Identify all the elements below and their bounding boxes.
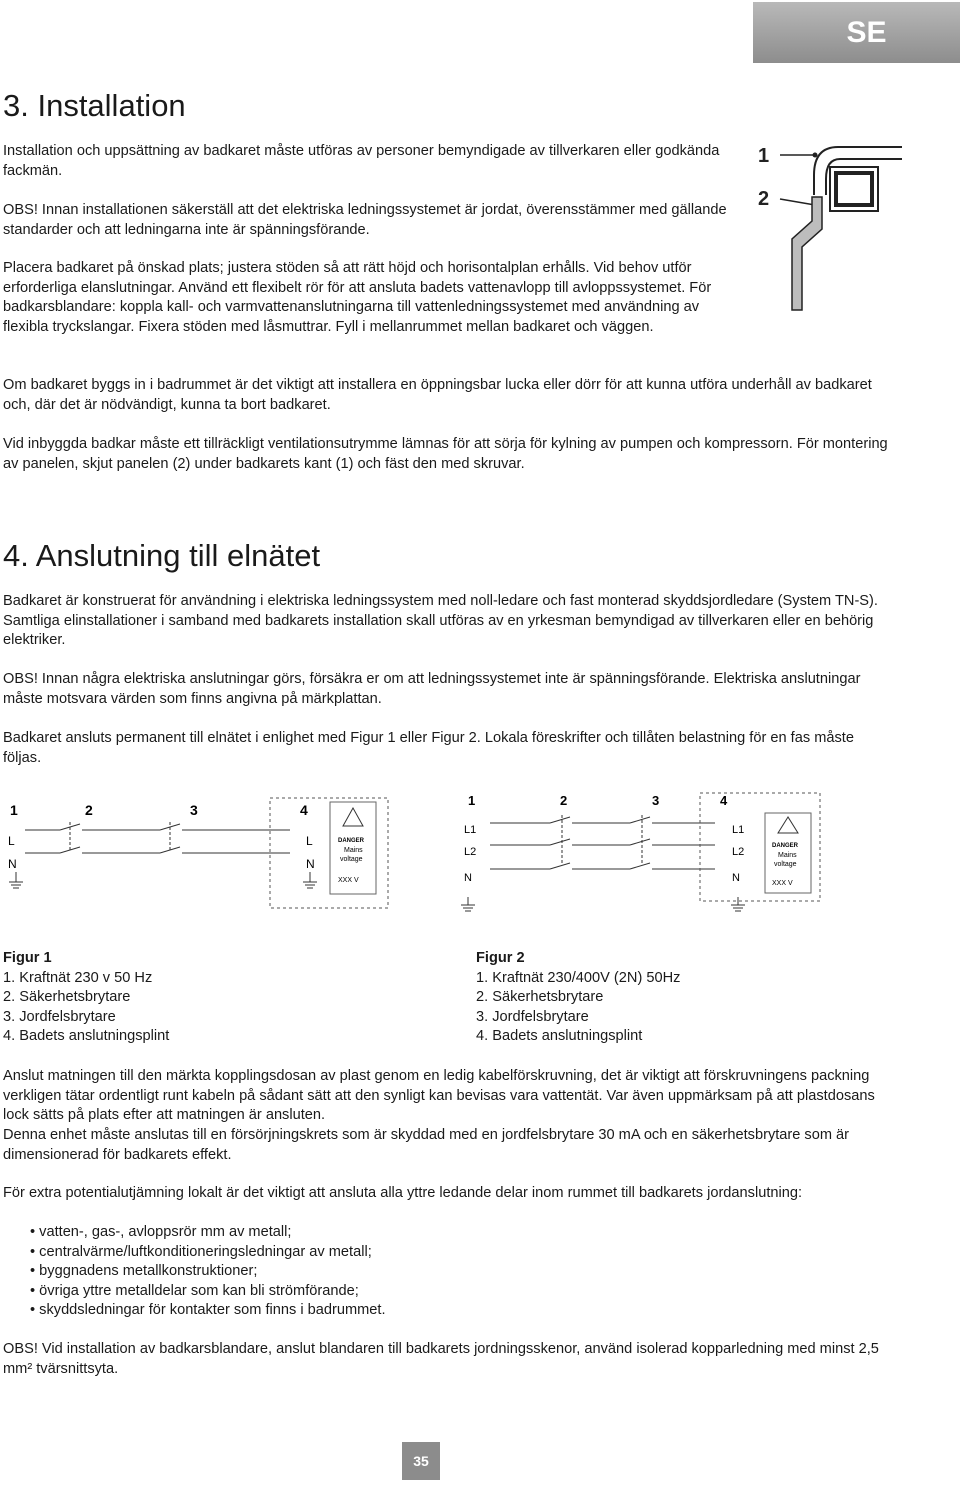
figure-1-caption-title: Figur 1 xyxy=(3,950,52,966)
fig2-line-l1: L1 xyxy=(464,824,477,836)
fig2-line-n: N xyxy=(464,872,472,884)
fig2-danger-volts: XXX V xyxy=(772,880,793,887)
section-4-paragraph-4: Anslut matningen till den märkta kopplingsdosan av plast genom en ledig kabelförskruvning, det är viktigt att förskruvningens packning verkligen tätar ordentligt runt kabeln på sådant sätt att den synligt kan bevisas vara vattentät. Var även uppmärksam på att plastdosans lock sätts på plats efter att matningen är ansluten. xyxy=(3,1068,875,1123)
figure-2-caption-title: Figur 2 xyxy=(476,950,525,966)
fig1-danger-mains: Mains xyxy=(344,847,363,854)
figure-2-caption-item: 1. Kraftnät 230/400V (2N) 50Hz xyxy=(476,969,681,986)
section-4-paragraph-2: OBS! Innan några elektriska anslutningar görs, försäkra er om att ledningssystemet inte är spänningsförande. Elektriska anslutningar måste motsvara värden som finns angivna på märkplattan. xyxy=(3,671,861,707)
fig1-number-3: 3 xyxy=(190,802,198,818)
grounding-bullet-list xyxy=(30,1223,386,1321)
fig1-number-4: 4 xyxy=(300,802,308,818)
section-3-paragraph-5: Vid inbyggda badkar måste ett tillräckligt ventilationsutrymme lämnas för att sörja för kylning av pumpen och kompressorn. För montering av panelen, skjut panelen (2) under badkarets kant (1) och fäst den med skruvar. xyxy=(3,436,888,472)
fig1-danger-volts: XXX V xyxy=(338,877,359,884)
panel-label-1: 1 xyxy=(758,145,770,167)
figure-2-caption-item: 2. Säkerhetsbrytare xyxy=(476,989,604,1005)
language-tab xyxy=(753,2,960,63)
figure-1-caption xyxy=(3,949,169,1047)
fig2-number-1: 1 xyxy=(468,793,476,808)
section-4-paragraph-5: Denna enhet måste anslutas till en försörjningskrets som är skyddad med en jordfelsbrytare 30 mA och en säkerhetsbrytare som är dimensionerad för badkarets effekt. xyxy=(3,1127,850,1163)
section-4-paragraph-6: För extra potentialutjämning lokalt är det viktigt att ansluta alla yttre ledande delar inom rummet till badkarets jordanslutning: xyxy=(3,1185,803,1201)
page-number: 35 xyxy=(402,1442,440,1480)
fig1-number-1: 1 xyxy=(10,802,18,818)
section-3-paragraph-2: OBS! Innan installationen säkerställ att det elektriska ledningssystemet är jordat, överensstämmer med gällande standarder och att ledningarna inte är spänningsförande. xyxy=(3,202,727,238)
section-3-title: 3. Installation xyxy=(3,88,186,123)
fig2-line-l2: L2 xyxy=(464,846,477,858)
fig1-danger-voltage: voltage xyxy=(340,856,363,863)
figure-1-caption-item: 3. Jordfelsbrytare xyxy=(3,1008,116,1025)
figure-2-caption-item: 4. Badets anslutningsplint xyxy=(476,1028,643,1044)
list-item: • vatten-, gas-, avloppsrör mm av metall; xyxy=(30,1223,386,1243)
fig2-terminal-l2: L2 xyxy=(732,846,745,858)
section-4-paragraph-1: Badkaret är konstruerat för användning i elektriska ledningssystem med noll-ledare och fast monterad skyddsjordledare (System TN-S). Samtliga elinstallationer i samband med badkarets installation skall utföras av en yrkesman bemyndigad av tillverkaren eller en behörig elektriker. xyxy=(3,593,878,648)
panel-installation-diagram xyxy=(750,135,910,315)
panel-label-2: 2 xyxy=(758,188,770,210)
figure-1-wiring-diagram xyxy=(0,790,420,920)
fig1-danger-label: DANGER xyxy=(338,838,365,844)
figure-2-caption-item: 3. Jordfelsbrytare xyxy=(476,1008,589,1025)
section-3-paragraph-4: Om badkaret byggs in i badrummet är det viktigt att installera en öppningsbar lucka eller dörr för att kunna utföra underhåll av badkaret och, där det är nödvändigt, kunna ta bort badkaret. xyxy=(3,377,872,413)
figure-1-caption-item: 1. Kraftnät 230 v 50 Hz xyxy=(3,969,153,986)
fig2-danger-mains: Mains xyxy=(778,852,797,859)
language-code: SE xyxy=(846,15,887,49)
section-4-paragraph-3: Badkaret ansluts permanent till elnätet i enlighet med Figur 1 eller Figur 2. Lokala föreskrifter och tillåten belastning för en fas måste följas. xyxy=(3,730,854,766)
fig2-number-2: 2 xyxy=(560,793,568,808)
fig2-terminal-l1: L1 xyxy=(732,824,745,836)
list-item: • övriga yttre metalldelar som kan bli strömförande; xyxy=(30,1282,386,1302)
section-3-paragraph-1: Installation och uppsättning av badkaret måste utföras av personer bemyndigade av tillverkaren eller godkända fackmän. xyxy=(3,143,720,179)
fig1-terminal-l: L xyxy=(306,834,313,848)
section-3-paragraph-3: Placera badkaret på önskad plats; justera stöden så att rätt höjd och horisontalplan erhålls. Vid behov utför erforderliga elanslutningar. Använd ett flexibelt rör för att ansluta badets vattenavlopp till avloppssystemet. För badkarsblandare: koppla kall- och varmvattenanslutningarna till vattenledningssystemet med användning av flexibla tryckslangar. Fixera stöden med låsmuttrar. Fyll i mellanrummet mellan badkaret och väggen. xyxy=(3,260,712,335)
fig1-terminal-n: N xyxy=(306,857,315,871)
fig2-danger-label: DANGER xyxy=(772,843,799,849)
fig2-danger-voltage: voltage xyxy=(774,861,797,868)
fig2-number-3: 3 xyxy=(652,793,660,808)
figure-1-caption-item: 2. Säkerhetsbrytare xyxy=(3,989,131,1005)
section-4-paragraph-7: OBS! Vid installation av badkarsblandare, anslut blandaren till badkarets jordningsskenor, använd isolerad kopparledning med minst 2,5 mm² tvärsnittsyta. xyxy=(3,1341,879,1377)
fig1-line-l: L xyxy=(8,834,15,848)
figure-1-caption-item: 4. Badets anslutningsplint xyxy=(3,1028,170,1044)
fig2-terminal-n: N xyxy=(732,872,740,884)
list-item: • skyddsledningar för kontakter som finns i badrummet. xyxy=(30,1301,386,1321)
fig1-line-n: N xyxy=(8,857,17,871)
figure-2-caption xyxy=(476,949,680,1047)
list-item: • byggnadens metallkonstruktioner; xyxy=(30,1262,386,1282)
fig2-number-4: 4 xyxy=(720,793,728,808)
fig1-number-2: 2 xyxy=(85,802,93,818)
list-item: • centralvärme/luftkonditioneringsledningar av metall; xyxy=(30,1243,386,1263)
figure-2-wiring-diagram xyxy=(450,785,830,920)
section-4-title: 4. Anslutning till elnätet xyxy=(3,538,321,573)
